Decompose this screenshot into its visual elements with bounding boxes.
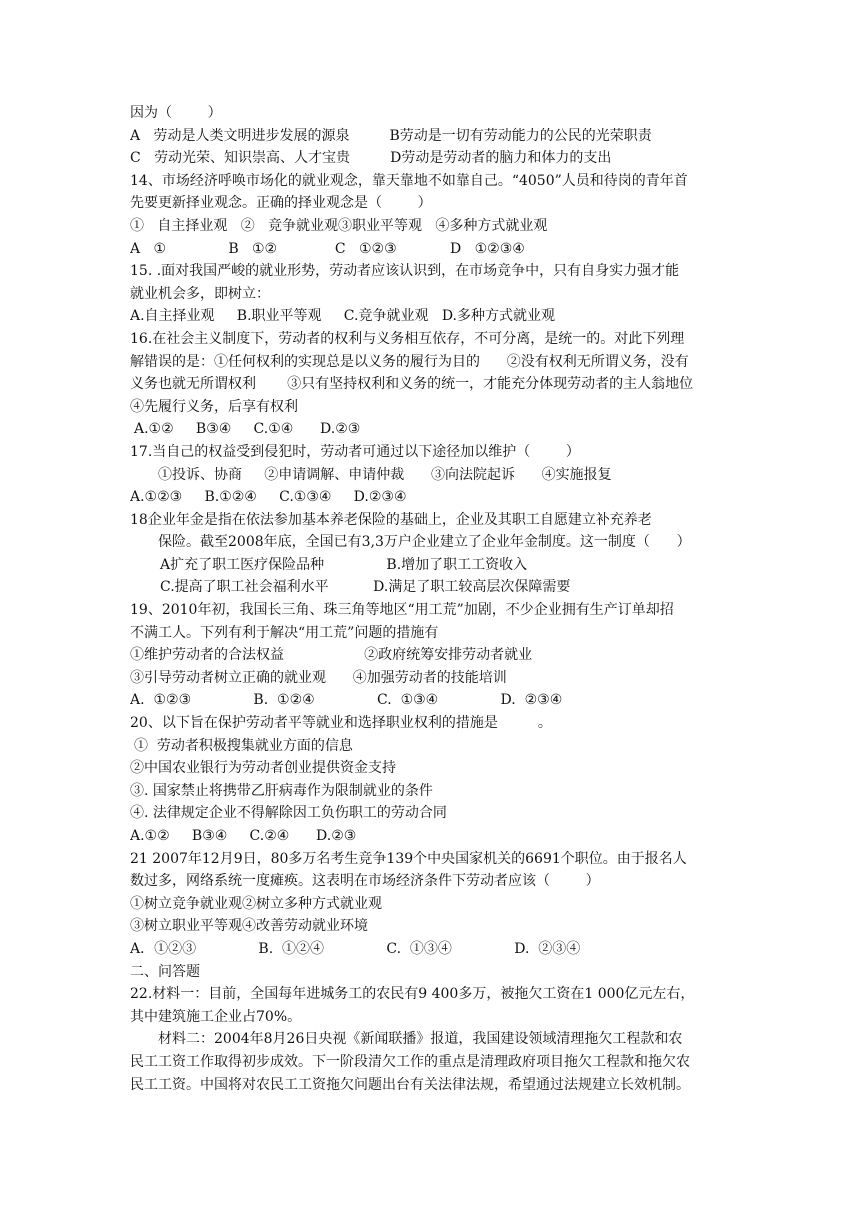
option-line: A 劳动是人类文明进步发展的源泉 B劳动是一切有劳动能力的公民的光荣职责 bbox=[130, 127, 652, 144]
question-17: 17.当自己的权益受到侵犯时，劳动者可通过以下途径加以维护（ ） bbox=[130, 443, 580, 460]
question-22: 22.材料一：目前，全国每年进城务工的农民有9 400多万，被拖欠工资在1 000亿元左右， bbox=[130, 986, 695, 1003]
answer-choices: A.自主择业观 B.职业平等观 C.竞争就业观 D.多种方式就业观 bbox=[130, 308, 555, 325]
text-line: 保险。截至2008年底，全国已有3,3万户企业建立了企业年金制度。这一制度（ ） bbox=[158, 534, 691, 551]
text-line: 解错误的是：①任何权利的实现总是以义务的履行为目的 ②没有权利无所谓义务，没有 bbox=[130, 353, 689, 370]
answer-choices: A．①②③ B. ①②④ C. ①③④ D. ②③④ bbox=[130, 940, 581, 957]
text-line: 因为（ ） bbox=[130, 105, 222, 121]
option-line: ④. 法律规定企业不得解除因工负伤职工的劳动合同 bbox=[130, 805, 447, 822]
text-line: 其中建筑施工企业占70%。 bbox=[130, 1008, 302, 1025]
option-line: C 劳动光荣、知识崇高、人才宝贵 D劳动是劳动者的脑力和体力的支出 bbox=[130, 150, 612, 167]
answer-choices: A.①② B③④ C.①④ D.②③ bbox=[134, 421, 361, 438]
question-15: 15. .面对我国严峻的就业形势，劳动者应该认识到，在市场竞争中，只有自身实力强才能 bbox=[130, 263, 680, 280]
option-line: ③引导劳动者树立正确的就业观 ④加强劳动者的技能培训 bbox=[130, 669, 507, 686]
question-20: 20、以下旨在保护劳动者平等就业和选择职业权利的措施是 。 bbox=[130, 715, 552, 732]
text-line: 不满工人。下列有利于解决“用工荒”问题的措施有 bbox=[130, 624, 439, 641]
answer-choices: A.①② B③④ C.②④ D.②③ bbox=[130, 828, 357, 844]
text-line: 民工工资。中国将对农民工工资拖欠问题出台有关法律法规，希望通过法规建立长效机制。 bbox=[130, 1076, 690, 1093]
text-line: 数过多，网络系统一度瘫痪。这表明在市场经济条件下劳动者应该（ ） bbox=[130, 873, 600, 890]
option-line: ③树立职业平等观④改善劳动就业环境 bbox=[130, 918, 368, 935]
text-line: ④先履行义务，后享有权利 bbox=[130, 398, 298, 415]
option-line: ①投诉、协商 ②申请调解、申请仲裁 ③向法院起诉 ④实施报复 bbox=[158, 466, 612, 483]
text-line: 材料二：2004年8月26日央视《新闻联播》报道，我国建设领域清理拖欠工程款和农 bbox=[158, 1031, 683, 1048]
answer-choices: A. ①②③ B. ①②④ C. ①③④ D. ②③④ bbox=[130, 692, 563, 709]
answer-choices: A ① B ①② C ①②③ D ①②③④ bbox=[130, 240, 525, 257]
question-14: 14、市场经济呼唤市场化的就业观念，靠天靠地不如靠自己。“4050”人员和待岗的青年首 bbox=[130, 172, 688, 189]
question-18: 18企业年金是指在依法参加基本养老保险的基础上，企业及其职工自愿建立补充养老 bbox=[130, 511, 652, 528]
question-16: 16.在社会主义制度下，劳动者的权利与义务相互依存，不可分离，是统一的。对此下列理 bbox=[130, 330, 685, 347]
option-line: C.提高了职工社会福利水平 D.满足了职工较高层次保障需要 bbox=[160, 579, 571, 596]
text-line: 就业机会多，即树立： bbox=[130, 285, 270, 302]
option-line: ① 自主择业观 ② 竞争就业观③职业平等观 ④多种方式就业观 bbox=[130, 217, 548, 234]
answer-choices: A.①②③ B.①②④ C.①③④ D.②③④ bbox=[130, 489, 407, 506]
option-line: ①树立竞争就业观②树立多种方式就业观 bbox=[130, 895, 382, 912]
option-line: ① 劳动者积极搜集就业方面的信息 bbox=[134, 737, 353, 754]
question-19: 19、2010年初，我国长三角、珠三角等地区“用工荒”加剧，不少企业拥有生产订单却招 bbox=[130, 602, 674, 619]
option-line: ③. 国家禁止将携带乙肝病毒作为限制就业的条件 bbox=[130, 782, 433, 799]
question-21: 21 2007年12月9日，80多万名考生竞争139个中央国家机关的6691个职位。由于报名人 bbox=[130, 850, 687, 867]
text-line: 先要更新择业观念。正确的择业观念是（ ） bbox=[130, 195, 432, 212]
option-line: ②中国农业银行为劳动者创业提供资金支持 bbox=[130, 760, 396, 777]
section-heading: 二、问答题 bbox=[130, 963, 200, 980]
option-line: A扩充了职工医疗保险品种 B.增加了职工工资收入 bbox=[160, 556, 528, 573]
text-line: 民工工资工作取得初步成效。下一阶段清欠工作的重点是清理政府项目拖欠工程款和拖欠农 bbox=[130, 1053, 690, 1070]
option-line: ①维护劳动者的合法权益 ②政府统筹安排劳动者就业 bbox=[130, 647, 533, 664]
text-line: 义务也就无所谓权利 ③只有坚持权利和义务的统一，才能充分体现劳动者的主人翁地位 bbox=[130, 376, 694, 393]
